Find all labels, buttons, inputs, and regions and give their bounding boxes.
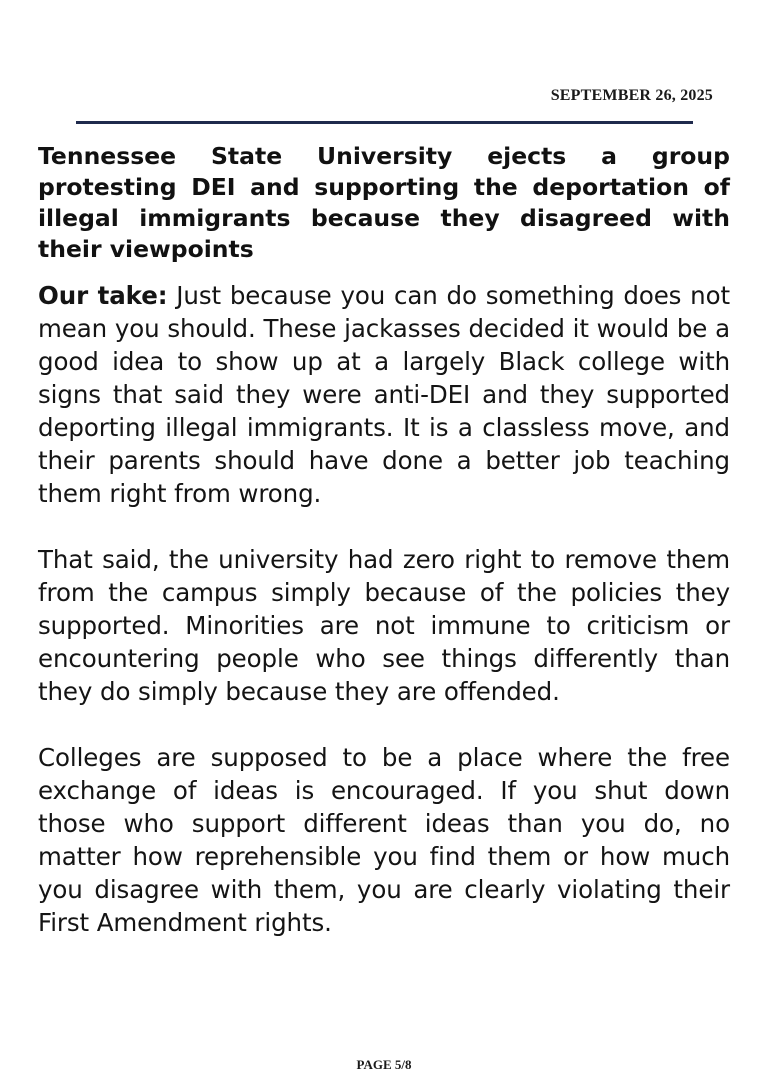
publication-date: SEPTEMBER 26, 2025 (550, 87, 713, 104)
page-number: PAGE 5/8 (356, 1057, 412, 1072)
header-divider (76, 121, 693, 124)
paragraph-second: That said, the university had zero right to remove them from the campus simply because of the policies they supported. Minorities are not immune to criticism or encountering people who see things differently than they do simply because they are offended. (38, 545, 730, 706)
article-body (38, 141, 730, 972)
paragraph-third: Colleges are supposed to be a place where the free exchange of ideas is encouraged. If you shut down those who support different ideas than you do, no matter how reprehensible you find them or how much you disagree with them, you are clearly violating their First Amendment rights. (38, 743, 730, 937)
article-headline: Tennessee State University ejects a group protesting DEI and supporting the deportation of illegal immigrants because they disagreed with their viewpoints (38, 142, 730, 263)
paragraph-text: Just because you can do something does not mean you should. These jackasses decided it would be a good idea to show up at a largely Black college with signs that said they were anti-DEI and they supported deporting illegal immigrants. It is a classless move, and their parents should have done a better job teaching them right from wrong. (38, 281, 731, 508)
paragraph-our-take (38, 279, 730, 510)
our-take-label: Our take: (38, 281, 168, 310)
